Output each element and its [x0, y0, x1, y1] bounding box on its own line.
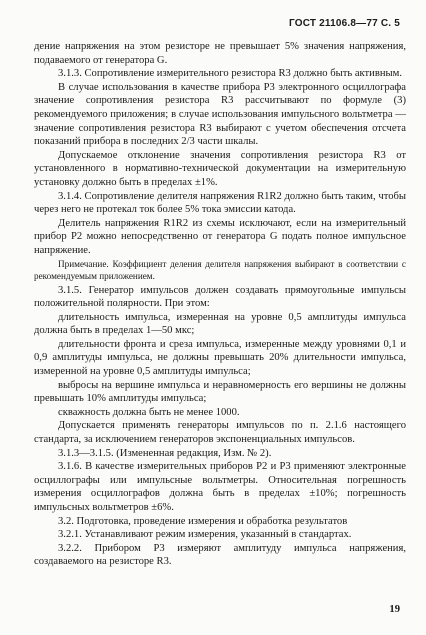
paragraph: Допускается применять генераторы импульсов по п. 2.1.6 настоящего стандарта, за исключением генераторов экспоненциальных импульсов.: [34, 420, 406, 446]
section-heading: 3.2. Подготовка, проведение измерения и обработка результатов: [58, 515, 348, 527]
paragraph: 3.1.5. Генератор импульсов должен создавать прямоугольные импульсы положительной полярности. При этом:: [34, 284, 406, 310]
amendment-note: 3.1.3—3.1.5. (Измененная редакция, Изм. № 2).: [58, 447, 272, 459]
paragraph: дение напряжения на этом резисторе не превышает 5% значения напряжения, подаваемого от генератора G.: [34, 41, 406, 66]
paragraph: 3.1.4. Сопротивление делителя напряжения R1R2 должно быть таким, чтобы через него не протекал ток более 5% тока эмиссии катода.: [34, 190, 406, 216]
paragraph: 3.1.3. Сопротивление измерительного резистора R3 должно быть активным.: [58, 68, 402, 80]
paragraph: 3.1.6. В качестве измерительных приборов P2 и P3 применяют электронные осциллографы или импульсные вольтметры. Относительная погрешность измерения осциллографов должна быть в пределах ±10%; погрешность импульсных вольтметров ±6%.: [34, 461, 406, 513]
paragraph: Допускаемое отклонение значения сопротивления резистора R3 от установленного в нормативно-технической документации на измерительную установку должно быть в пределах ±1%.: [34, 149, 406, 188]
list-item: длительности фронта и среза импульса, измеренные между уровнями 0,1 и 0,9 амплитуды импульса, не должны превышать 20% длительности импульса, измеренной на уровне 0,5 амплитуды импульса;: [34, 338, 406, 378]
standard-header: ГОСТ 21106.8—77 С. 5: [288, 18, 400, 29]
list-item: выбросы на вершине импульса и неравномерность его вершины не должны превышать 10% амплитуды импульса;: [34, 379, 406, 405]
note: Примечание. Коэффициент деления делителя напряжения выбирают в соответствии с рекомендуемым приложением.: [34, 258, 406, 281]
paragraph: Делитель напряжения R1R2 из схемы исключают, если на измерительный прибор P2 можно непосредственно от генератора G подать полное импульсное напряжение.: [34, 217, 406, 256]
paragraph: В случае использования в качестве прибора P3 электронного осциллографа значение сопротивления резистора R3 рассчитывают по формуле (3) рекомендуемого приложения; в случае использования импульсного вольтметра — значение сопротивления резистора R3 выбирают с учетом обеспечения отсчета показаний прибора в последних 2/3 части шкалы.: [34, 81, 406, 148]
paragraph: 3.2.2. Прибором P3 измеряют амплитуду импульса напряжения, создаваемого на резисторе R3.: [34, 542, 406, 568]
list-item: скважность должна быть не менее 1000.: [58, 406, 240, 418]
paragraph: 3.2.1. Устанавливают режим измерения, указанный в стандартах.: [58, 529, 352, 541]
document-body: [34, 40, 406, 569]
page-number: 19: [389, 604, 400, 615]
list-item: длительность импульса, измеренная на уровне 0,5 амплитуды импульса должна быть в пределах 1—50 мкс;: [34, 311, 406, 337]
